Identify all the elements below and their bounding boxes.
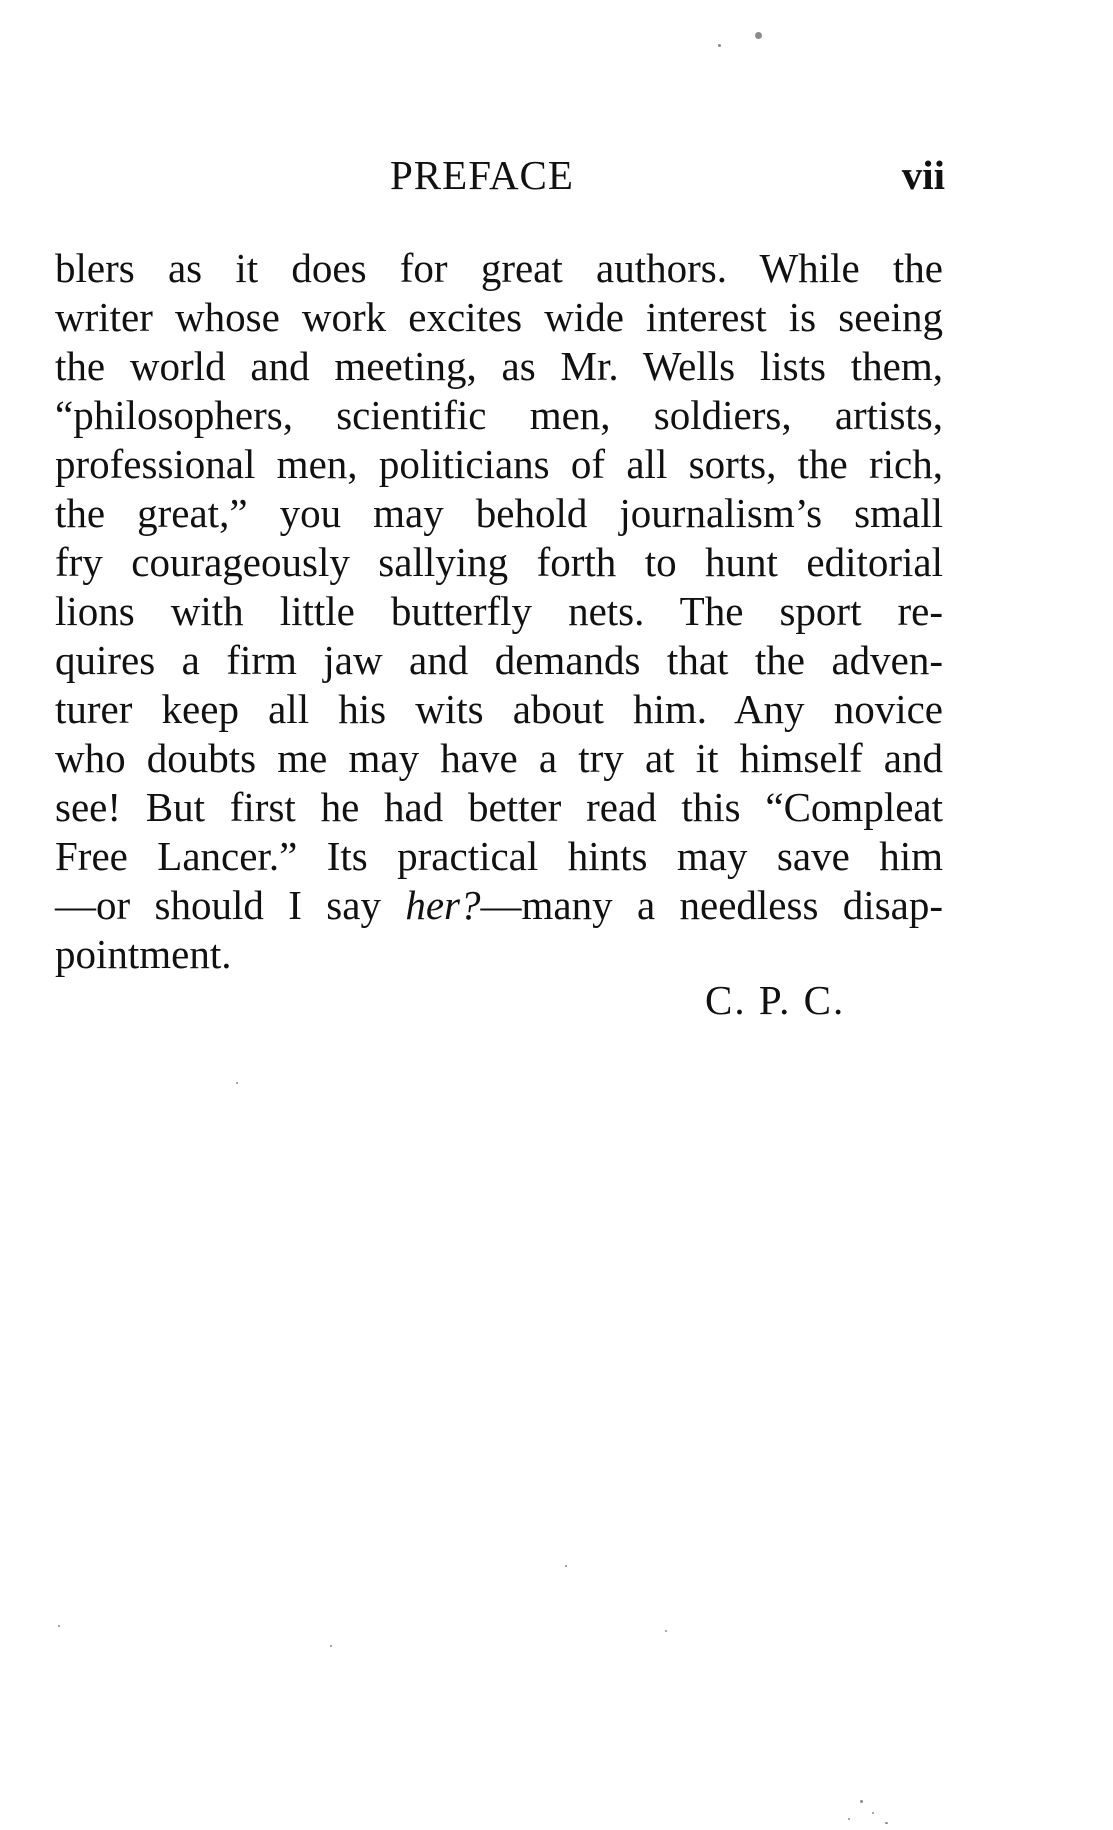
scan-speck (330, 1645, 332, 1647)
scan-speck (236, 1082, 238, 1084)
text-line: writer whose work excites wide interest is seeing (55, 294, 943, 340)
line-segment: —many a needless disap- (480, 882, 943, 928)
running-title: PREFACE (390, 152, 574, 198)
text-line: who doubts me may have a try at it himself and (55, 735, 943, 781)
text-line: blers as it does for great authors. While the (55, 245, 943, 291)
preface-body (55, 244, 943, 979)
text-line: Free Lancer.” Its practical hints may save him (55, 833, 943, 879)
scan-speck (718, 44, 721, 47)
text-line: the world and meeting, as Mr. Wells lists them, (55, 343, 943, 389)
text-line: turer keep all his wits about him. Any novice (55, 686, 943, 732)
text-line: “philosophers, scientific men, soldiers, artists, (55, 392, 943, 438)
scan-speck (565, 1565, 567, 1567)
page-number: vii (901, 152, 945, 198)
scan-speck (872, 1812, 874, 1814)
text-line: the great,” you may behold journalism’s small (55, 490, 943, 536)
text-line-final: pointment. (55, 931, 232, 977)
line-segment: —or should I say (55, 882, 406, 928)
scan-speck (885, 1822, 888, 1824)
scan-speck (848, 1818, 850, 1820)
text-line-italic-aside (55, 881, 943, 930)
text-line: quires a firm jaw and demands that the adven- (55, 637, 943, 683)
running-head (55, 150, 945, 200)
text-line: professional men, politicians of all sorts, the rich, (55, 441, 943, 487)
text-line: lions with little butterfly nets. The sport re- (55, 588, 943, 634)
italic-word: her? (405, 882, 481, 928)
scan-speck (755, 32, 762, 39)
text-line: see! But first he had better read this “Compleat (55, 784, 943, 830)
text-line: fry courageously sallying forth to hunt editorial (55, 539, 943, 585)
scan-speck (665, 1630, 667, 1632)
scan-speck (58, 1625, 60, 1627)
signature-initials: C. P. C. (705, 977, 846, 1023)
scan-speck (860, 1800, 863, 1803)
